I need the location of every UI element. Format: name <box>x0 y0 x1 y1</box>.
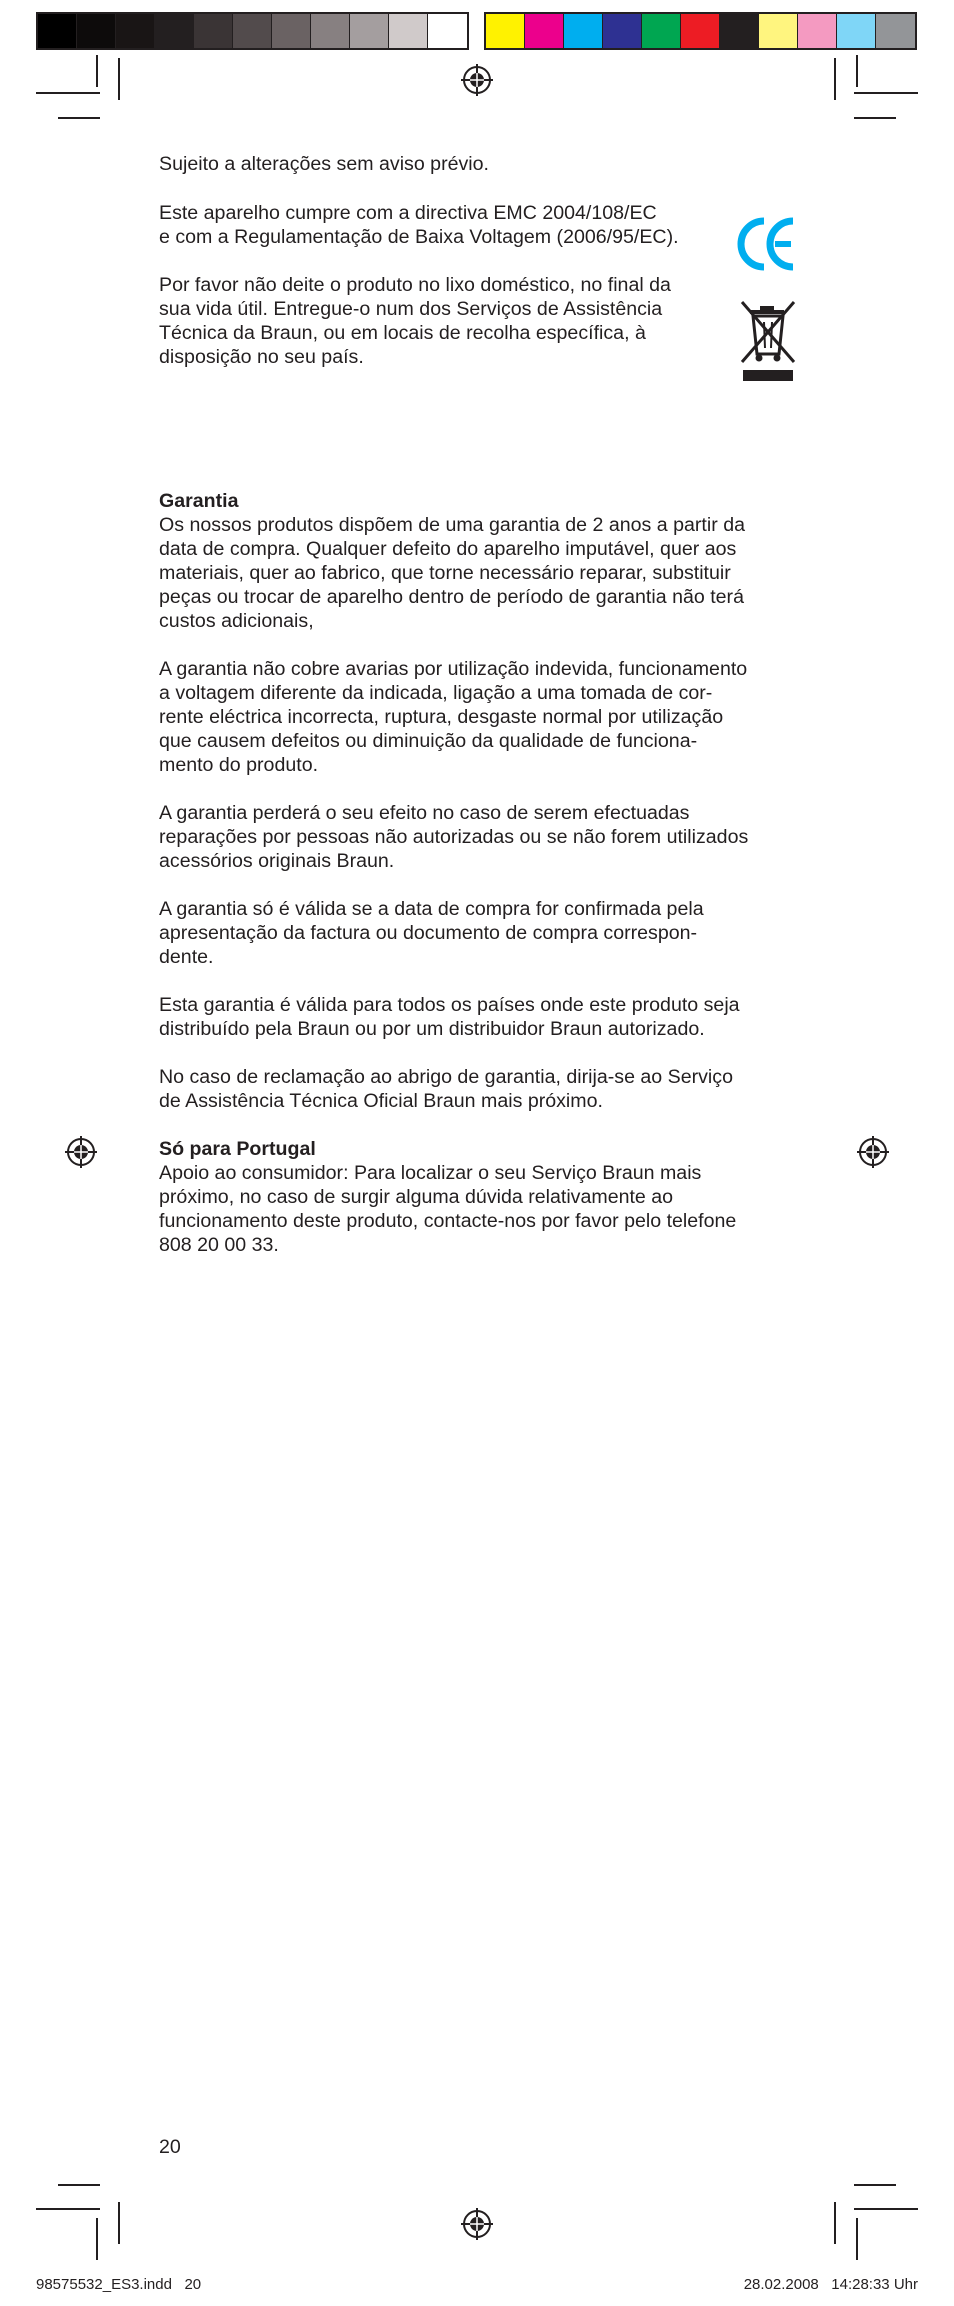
crop-mark <box>36 2208 100 2210</box>
file-slug: 98575532_ES3.indd 20 <box>36 2276 202 2293</box>
color-swatch <box>564 14 603 48</box>
warranty-paragraph: No caso de reclamação ao abrigo de garantia, dirija-se ao Serviço de Assistência Técnica Oficial Braun mais próximo. <box>159 1066 733 1112</box>
color-swatch <box>389 14 428 48</box>
crop-mark <box>834 2202 836 2244</box>
color-swatch <box>77 14 116 48</box>
crop-mark <box>96 55 98 87</box>
portugal-contact-text: Apoio ao consumidor: Para localizar o seu Serviço Braun mais próximo, no caso de surgir alguma dúvida relativamente ao funcionamento deste produto, contacte-nos por favor pelo telefone 808 20 00 33. <box>159 1162 737 1256</box>
color-swatch <box>486 14 525 48</box>
registration-target-icon <box>461 64 493 96</box>
crop-mark <box>856 55 858 87</box>
color-swatch <box>759 14 798 48</box>
color-swatch <box>428 14 467 48</box>
color-swatch <box>798 14 837 48</box>
color-swatch <box>311 14 350 48</box>
document-body <box>159 152 809 1257</box>
color-swatch <box>272 14 311 48</box>
crop-mark <box>58 117 100 119</box>
ce-mark-icon <box>737 215 797 273</box>
crop-mark <box>854 117 896 119</box>
color-swatch <box>876 14 915 48</box>
color-swatch <box>603 14 642 48</box>
portugal-heading: Só para Portugal <box>159 1138 316 1160</box>
warranty-paragraph: A garantia só é válida se a data de compra for confirmada pela apresentação da factura ou documento de compra correspon- dente. <box>159 898 704 968</box>
crop-mark <box>854 2208 918 2210</box>
warranty-heading: Garantia <box>159 490 239 512</box>
crop-mark <box>118 58 120 100</box>
disposal-text: Por favor não deite o produto no lixo doméstico, no final da sua vida útil. Entregue-o num dos Serviços de Assistência Técnica da Braun, ou em locais de recolha específica, à disposição no seu país. <box>159 274 671 368</box>
notice-text: Sujeito a alterações sem aviso prévio. <box>159 153 489 175</box>
color-swatch <box>837 14 876 48</box>
color-swatch <box>525 14 564 48</box>
page-number: 20 <box>159 2136 181 2158</box>
color-swatch <box>681 14 720 48</box>
color-swatch <box>350 14 389 48</box>
emc-compliance-text: Este aparelho cumpre com a directiva EMC 2004/108/EC e com a Regulamentação de Baixa Voltagem (2006/95/EC). <box>159 202 679 248</box>
color-swatch <box>233 14 272 48</box>
crop-mark <box>834 58 836 100</box>
warranty-paragraph: Esta garantia é válida para todos os países onde este produto seja distribuído pela Braun ou por um distribuidor Braun autorizado. <box>159 994 740 1040</box>
crop-mark <box>854 92 918 94</box>
warranty-paragraph: A garantia não cobre avarias por utilização indevida, funcionamento a voltagem diferente da indicada, ligação a uma tomada de cor- rente eléctrica incorrecta, ruptura, desgaste normal por utilização que causem defeitos ou diminuição da qualidade de funciona- mento do produto. <box>159 658 748 776</box>
warranty-paragraph: A garantia perderá o seu efeito no caso de serem efectuadas reparações por pessoas não autorizadas ou se não forem utilizados acessórios originais Braun. <box>159 802 749 872</box>
warranty-paragraph: Os nossos produtos dispõem de uma garantia de 2 anos a partir da data de compra. Qualquer defeito do aparelho imputável, quer aos materiais, quer ao fabrico, que torne necessário reparar, substituir peças ou trocar de aparelho dentro de período de garantia não terá custos adicionais, <box>159 514 745 632</box>
print-timestamp: 28.02.2008 14:28:33 Uhr <box>743 2276 918 2293</box>
crop-mark <box>58 2184 100 2186</box>
color-control-strip <box>484 12 917 50</box>
registration-target-icon <box>461 2208 493 2240</box>
registration-target-icon <box>65 1136 97 1168</box>
crossed-out-bin-icon <box>738 298 798 382</box>
crop-mark <box>854 2184 896 2186</box>
color-swatch <box>720 14 759 48</box>
color-swatch <box>194 14 233 48</box>
color-swatch <box>38 14 77 48</box>
registration-target-icon <box>857 1136 889 1168</box>
crop-mark <box>856 2218 858 2260</box>
color-swatch <box>642 14 681 48</box>
crop-mark <box>36 92 100 94</box>
grayscale-control-strip <box>36 12 469 50</box>
color-swatch <box>155 14 194 48</box>
color-swatch <box>116 14 155 48</box>
crop-mark <box>96 2218 98 2260</box>
crop-mark <box>118 2202 120 2244</box>
